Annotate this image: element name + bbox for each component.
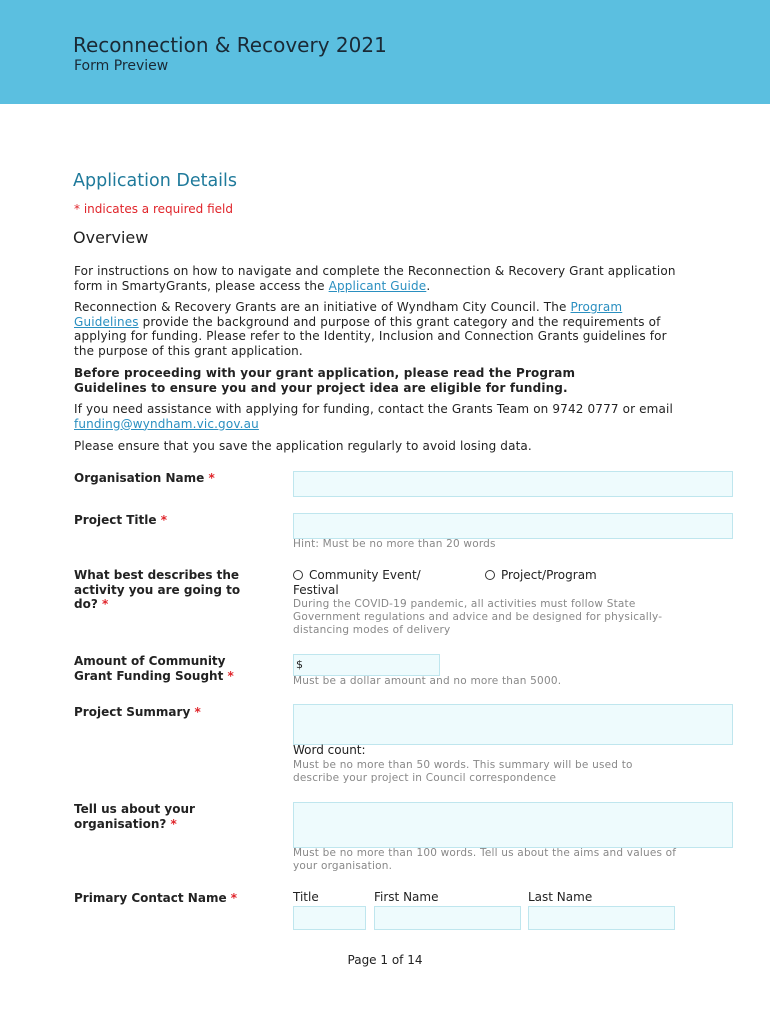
amount-input[interactable]: [293, 654, 440, 676]
intro-paragraph-4: If you need assistance with applying for funding, contact the Grants Team on 9742 0777 or email funding@wyndham.vic.gov.au: [74, 402, 673, 431]
intro-paragraph-3: Before proceeding with your grant application, please read the Program Guidelines to ensure you and your project idea are eligible for funding.: [74, 366, 576, 395]
radio-community-event[interactable]: Community Event/ Festival: [293, 568, 421, 597]
project-title-hint: Hint: Must be no more than 20 words: [293, 538, 496, 550]
summary-textarea[interactable]: [293, 704, 733, 745]
radio-circle-icon: [293, 570, 303, 580]
radio-circle-icon: [485, 570, 495, 580]
amount-label: Amount of Community Grant Funding Sought *: [74, 654, 234, 683]
summary-word-count: Word count:: [293, 743, 366, 757]
intro-paragraph-2: Reconnection & Recovery Grants are an initiative of Wyndham City Council. The Program Guidelines provide the background and purpose of this grant category and the requirements of applying for funding. Please refer to the Identity, Inclusion and Connection Grants guidelines for the purpose of this grant application.: [74, 300, 667, 358]
activity-hint: During the COVID-19 pandemic, all activities must follow State Government regulations and advice and be designed for physically-distancing modes of delivery: [293, 598, 663, 636]
activity-label: What best describes the activity you are going to do? *: [74, 568, 241, 612]
project-title-label: Project Title *: [74, 513, 167, 527]
header-banner: [0, 0, 770, 104]
contact-first-name-input[interactable]: [374, 906, 521, 930]
section-title: Application Details: [73, 171, 238, 191]
organisation-label: Tell us about your organisation? *: [74, 802, 195, 831]
intro-paragraph-5: Please ensure that you save the application regularly to avoid losing data.: [74, 439, 532, 453]
organisation-textarea[interactable]: [293, 802, 733, 848]
required-note: * indicates a required field: [74, 202, 233, 216]
contact-first-name-label: First Name: [374, 890, 439, 904]
program-guidelines-link[interactable]: Program Guidelines: [74, 300, 623, 329]
form-title: Reconnection & Recovery 2021: [73, 33, 387, 57]
page-number: Page 1 of 14: [347, 953, 423, 967]
contact-label: Primary Contact Name *: [74, 891, 238, 905]
organisation-hint: Must be no more than 100 words. Tell us about the aims and values of your organisation.: [293, 847, 677, 872]
contact-last-name-label: Last Name: [528, 890, 593, 904]
applicant-guide-link[interactable]: Applicant Guide: [328, 278, 427, 293]
intro-paragraph-1: For instructions on how to navigate and complete the Reconnection & Recovery Grant application form in SmartyGrants, please access the Applicant Guide.: [74, 264, 676, 293]
summary-hint: Must be no more than 50 words. This summary will be used to describe your project in Council correspondence: [293, 759, 633, 784]
form-subtitle: Form Preview: [74, 58, 169, 74]
summary-label: Project Summary *: [74, 705, 201, 719]
org-name-label: Organisation Name *: [74, 471, 215, 485]
contact-last-name-input[interactable]: [528, 906, 675, 930]
amount-hint: Must be a dollar amount and no more than 5000.: [293, 675, 562, 687]
contact-title-input[interactable]: [293, 906, 366, 930]
funding-email-link[interactable]: funding@wyndham.vic.gov.au: [74, 416, 259, 431]
org-name-input[interactable]: [293, 471, 733, 497]
radio-project-program[interactable]: Project/Program: [485, 568, 597, 583]
dollar-prefix: $: [296, 658, 303, 671]
contact-title-label: Title: [293, 890, 319, 904]
overview-heading: Overview: [73, 228, 149, 247]
project-title-input[interactable]: [293, 513, 733, 539]
